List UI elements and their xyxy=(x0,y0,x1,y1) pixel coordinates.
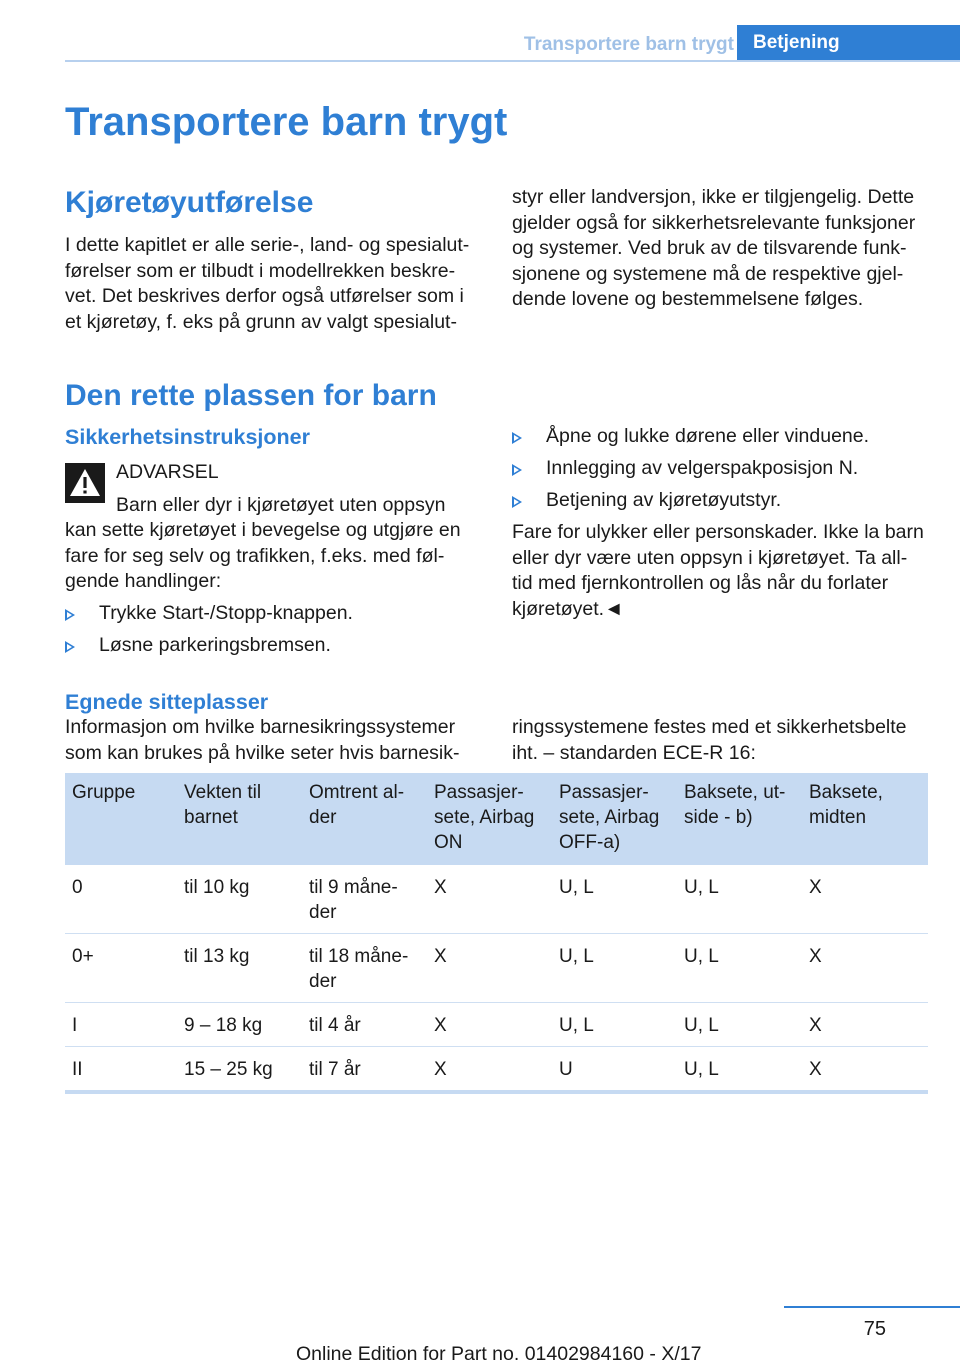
page-number: 75 xyxy=(863,1318,886,1340)
text-line: styr eller landversjon, ikke er tilgjengelig. Dette xyxy=(512,186,915,208)
list-item: Løsne parkeringsbremsen. xyxy=(65,633,353,665)
text-line: sjonene og systemene må de respektive gjel- xyxy=(512,262,904,285)
table-cell: U, L xyxy=(552,934,677,1003)
table-cell: X xyxy=(802,865,928,934)
table-cell: til 9 måne- der xyxy=(302,865,427,934)
list-item: Innlegging av velgerspakposisjon N. xyxy=(512,456,869,488)
child-heading: Den rette plassen for barn xyxy=(65,379,437,412)
text-line: Informasjon om hvilke barnesikringssystemer xyxy=(65,716,456,738)
table-cell: U, L xyxy=(552,865,677,934)
table-cell: 0+ xyxy=(65,934,177,1003)
text-line: eller dyr være uten oppsyn i kjøretøyet. Ta all- xyxy=(512,546,908,569)
table-body xyxy=(65,865,928,1092)
table-cell: X xyxy=(802,934,928,1003)
text-line: kan sette kjøretøyet i bevegelse og utgjøre en xyxy=(65,519,461,541)
table-header-row xyxy=(65,773,928,865)
warning-conclusion xyxy=(512,520,924,622)
table-row xyxy=(65,865,928,934)
triangle-bullet-icon xyxy=(512,432,522,444)
column-header: Baksete, midten xyxy=(802,773,928,865)
list-item: Åpne og lukke dørene eller vinduene. xyxy=(512,424,869,456)
table-cell: X xyxy=(427,1047,552,1093)
warning-icon xyxy=(65,463,105,503)
column-header: Passasjer- sete, Airbag OFF-a) xyxy=(552,773,677,865)
list-item: Trykke Start-/Stopp-knappen. xyxy=(65,601,353,633)
table-cell: U, L xyxy=(677,1047,802,1093)
table-cell: til 7 år xyxy=(302,1047,427,1093)
seat-suitability-table xyxy=(65,773,928,1094)
table-cell: U, L xyxy=(552,1003,677,1047)
vehicle-text-right xyxy=(512,185,915,313)
text-line: tid med fjernkontrollen og lås når du forlater xyxy=(512,572,889,594)
table-cell: 15 – 25 kg xyxy=(177,1047,302,1093)
running-header-title: Transportere barn trygt xyxy=(523,34,734,55)
table-cell: til 10 kg xyxy=(177,865,302,934)
column-header: Vekten til barnet xyxy=(177,773,302,865)
seating-text-left xyxy=(65,715,460,766)
triangle-bullet-icon xyxy=(65,609,75,621)
footer-rule xyxy=(784,1306,960,1308)
safety-subheading: Sikkerhetsinstruksjoner xyxy=(65,425,310,449)
text-line: fare for seg selv og trafikken, f.eks. med føl- xyxy=(65,544,445,567)
warning-first-line: Barn eller dyr i kjøretøyet uten oppsyn xyxy=(116,494,446,516)
table-cell: 9 – 18 kg xyxy=(177,1003,302,1047)
triangle-bullet-icon xyxy=(512,496,522,508)
text-line: kjøretøyet.◄ xyxy=(512,597,624,620)
table-cell: U, L xyxy=(677,934,802,1003)
text-line: som kan brukes på hvilke seter hvis barnesik- xyxy=(65,741,460,764)
table-cell: X xyxy=(427,934,552,1003)
text-line: gjelder også for sikkerhetsrelevante funksjoner xyxy=(512,211,916,234)
table-cell: X xyxy=(427,865,552,934)
text-line: dende lovene og bestemmelsene følges. xyxy=(512,288,864,310)
text-line: iht. – standarden ECE-R 16: xyxy=(512,741,756,764)
table-cell: X xyxy=(802,1003,928,1047)
text-line: ringssystemene festes med et sikkerhetsbelte xyxy=(512,716,907,738)
text-line: I dette kapitlet er alle serie-, land- og spesialut- xyxy=(65,234,470,256)
text-line: og systemer. Ved bruk av de tilsvarende funk- xyxy=(512,237,907,259)
table-row xyxy=(65,934,928,1003)
column-header: Gruppe xyxy=(65,773,177,865)
table-cell: X xyxy=(802,1047,928,1093)
seating-text-right xyxy=(512,715,907,766)
vehicle-heading: Kjøretøyutførelse xyxy=(65,186,314,219)
seating-subheading: Egnede sitteplasser xyxy=(65,690,269,714)
table-row xyxy=(65,1047,928,1093)
table-cell: til 18 måne- der xyxy=(302,934,427,1003)
page-title: Transportere barn trygt xyxy=(65,100,508,144)
text-line: vet. Det beskrives derfor også utførelser som i xyxy=(65,285,464,307)
triangle-bullet-icon xyxy=(512,464,522,476)
warning-label: ADVARSEL xyxy=(116,461,219,483)
table-cell: X xyxy=(427,1003,552,1047)
running-header-tab: Betjening xyxy=(737,25,960,61)
list-item: Betjening av kjøretøyutstyr. xyxy=(512,488,869,520)
table-cell: I xyxy=(65,1003,177,1047)
table-row xyxy=(65,1003,928,1047)
text-line: Fare for ulykker eller personskader. Ikke la barn xyxy=(512,521,924,543)
table-cell: 0 xyxy=(65,865,177,934)
action-list-right xyxy=(512,424,869,520)
header-rule xyxy=(65,60,960,62)
vehicle-text-left xyxy=(65,233,469,335)
column-header: Passasjer- sete, Airbag ON xyxy=(427,773,552,865)
table-cell: U xyxy=(552,1047,677,1093)
warning-text xyxy=(65,518,461,595)
triangle-bullet-icon xyxy=(65,641,75,653)
table-cell: U, L xyxy=(677,865,802,934)
column-header: Omtrent al- der xyxy=(302,773,427,865)
text-line: et kjøretøy, f. eks på grunn av valgt spesialut- xyxy=(65,310,457,333)
action-list-left xyxy=(65,601,353,665)
text-line: gende handlinger: xyxy=(65,570,222,592)
table-cell: U, L xyxy=(677,1003,802,1047)
table-cell: til 13 kg xyxy=(177,934,302,1003)
table-cell: II xyxy=(65,1047,177,1093)
text-line: førelser som er tilbudt i modellrekken beskre- xyxy=(65,259,456,282)
edition-footer: Online Edition for Part no. 01402984160 - X/17 xyxy=(296,1343,702,1365)
column-header: Baksete, ut- side - b) xyxy=(677,773,802,865)
table-cell: til 4 år xyxy=(302,1003,427,1047)
